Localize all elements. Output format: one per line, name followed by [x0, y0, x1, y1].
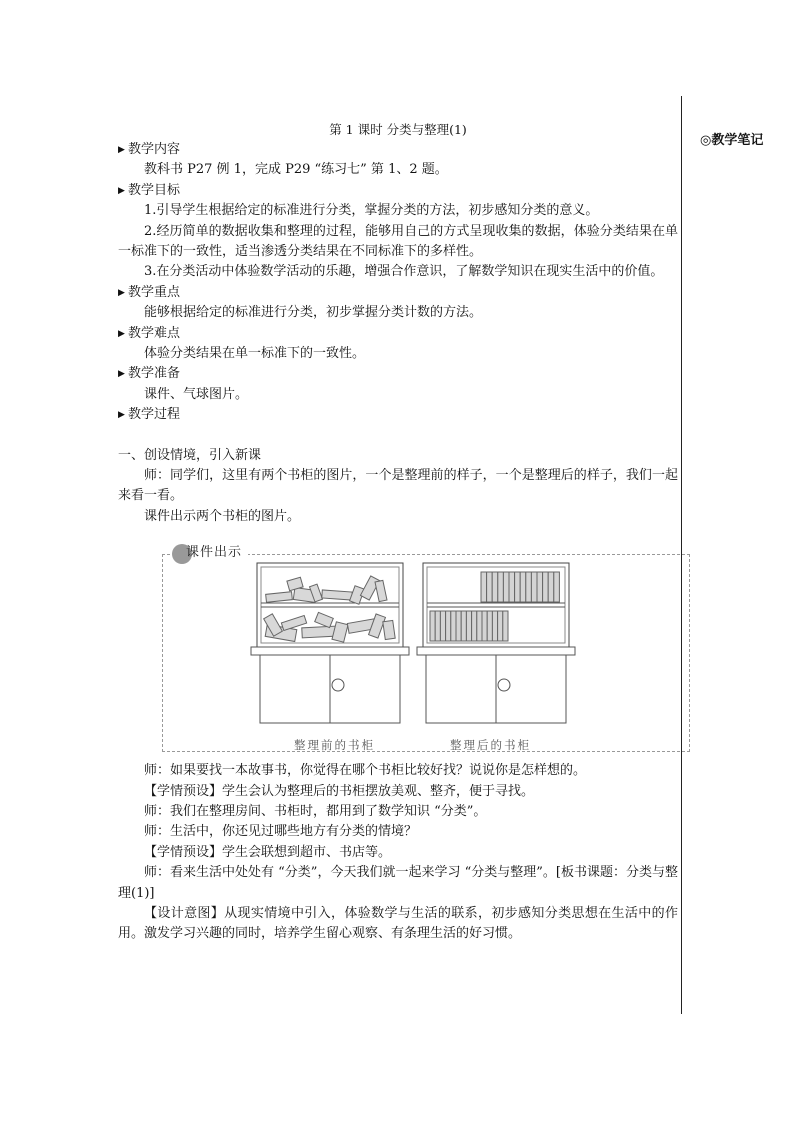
part1-paragraph: 师：同学们，这里有两个书柜的图片，一个是整理前的样子，一个是整理后的样子，我们一起来看一看。	[118, 468, 678, 504]
book	[515, 572, 521, 602]
section-heading-text: 教学目标	[128, 182, 181, 198]
book	[440, 611, 445, 641]
triangle-bullet-icon: ▶	[118, 145, 125, 155]
book	[482, 611, 487, 641]
triangle-bullet-icon: ▶	[118, 185, 125, 196]
book	[472, 611, 477, 641]
triangle-bullet-icon: ▶	[118, 287, 125, 298]
book	[503, 572, 509, 602]
bookcase-illustration	[162, 541, 690, 751]
triangle-bullet-icon: ▶	[118, 410, 125, 421]
book	[526, 572, 532, 602]
tag-text: 学生会联想到超市、书店等。	[222, 844, 392, 860]
tag-text: 学生会认为整理后的书柜摆放美观、整齐，便于寻找。	[222, 783, 535, 799]
section-heading-text: 教学内容	[128, 142, 181, 157]
book	[531, 572, 537, 602]
book	[430, 611, 435, 641]
tag-label: 【学情预设】	[144, 844, 223, 860]
courseware-figure	[162, 541, 690, 751]
book	[498, 611, 503, 641]
lesson-plan	[118, 120, 678, 945]
book	[498, 572, 504, 602]
tag-label: 【学情预设】	[144, 783, 223, 799]
book	[537, 572, 543, 602]
figure-label-text: 课件出示	[186, 545, 243, 561]
tidy-bookcase	[417, 563, 575, 723]
book	[466, 611, 471, 641]
book	[487, 572, 493, 602]
book	[446, 611, 451, 641]
page-title: 第 1 课时 分类与整理(1)	[329, 122, 467, 137]
tidy-books-top	[481, 572, 559, 602]
caption-before: 整理前的书柜	[294, 738, 375, 753]
caption-after: 整理后的书柜	[450, 738, 531, 753]
section-heading-text: 教学重点	[128, 284, 181, 300]
book	[481, 572, 487, 602]
section-heading-text: 教学难点	[128, 325, 181, 341]
section-heading-content	[118, 140, 678, 160]
part1-paragraph: 师：我们在整理房间、书柜时，都用到了数学知识 “分类”。	[144, 804, 487, 820]
messy-bookcase	[251, 563, 409, 723]
book	[492, 611, 497, 641]
section-heading-prep	[118, 364, 678, 384]
part1-paragraph: 师：如果要找一本故事书，你觉得在哪个书柜比较好找？说说你是怎样想的。	[144, 763, 587, 779]
section-heading-process	[118, 405, 678, 425]
goal-item: 2.经历简单的数据收集和整理的过程，能够用自己的方式呈现收集的数据，体验分类结果在单一标准下的一致性，适当渗透分类结果在不同标准下的多样性。	[118, 223, 678, 259]
book	[509, 572, 515, 602]
part1-paragraph: 师：生活中，你还见过哪些地方有分类的情境？	[144, 824, 418, 840]
book	[461, 611, 466, 641]
part1-paragraph: 课件出示两个书柜的图片。	[144, 508, 301, 524]
content-text: 教科书 P27 例 1，完成 P29 “练习七” 第 1、2 题。	[144, 162, 448, 178]
part1-paragraph: 师：看来生活中处处有 “分类”，今天我们就一起来学习 “分类与整理”。[板书课题：分类与整理(1)]	[118, 865, 678, 901]
book	[487, 611, 492, 641]
section-heading-key	[118, 283, 678, 303]
tidy-books-bottom	[430, 611, 508, 641]
book	[492, 572, 498, 602]
spacer	[118, 426, 678, 446]
book	[554, 572, 560, 602]
book	[543, 572, 549, 602]
section-heading-text: 教学准备	[128, 366, 181, 382]
book	[451, 611, 456, 641]
difficulty-text: 体验分类结果在单一标准下的一致性。	[144, 346, 366, 361]
section-heading-goals	[118, 181, 678, 201]
part1-paragraph	[118, 904, 678, 945]
section-heading-text: 教学过程	[128, 407, 181, 423]
part1-paragraph	[118, 782, 678, 802]
book	[548, 572, 554, 602]
goal-item: 1.引导学生根据给定的标准进行分类，掌握分类的方法，初步感知分类的意义。	[144, 203, 599, 219]
tag-text: 从现实情境中引入，体验数学与生活的联系，初步感知分类思想在生活中的作用。激发学习兴趣的同时，培养学生留心观察、有条理生活的好习惯。	[118, 906, 678, 942]
book	[435, 611, 440, 641]
part1-paragraph	[118, 843, 678, 863]
tag-label: 【设计意图】	[144, 906, 225, 922]
book	[503, 611, 508, 641]
book	[477, 611, 482, 641]
book	[456, 611, 461, 641]
triangle-bullet-icon: ▶	[118, 369, 125, 380]
triangle-bullet-icon: ▶	[118, 328, 125, 339]
section-heading-difficulty	[118, 324, 678, 344]
goal-item: 3.在分类活动中体验数学活动的乐趣，增强合作意识，了解数学知识在现实生活中的价值。	[144, 264, 664, 280]
prep-text: 课件、气球图片。	[144, 386, 249, 402]
key-text: 能够根据给定的标准进行分类，初步掌握分类计数的方法。	[144, 305, 483, 321]
teaching-notes-label: ◎教学笔记	[700, 133, 764, 148]
part1-heading: 一、创设情境，引入新课	[118, 447, 262, 463]
book	[520, 572, 526, 602]
